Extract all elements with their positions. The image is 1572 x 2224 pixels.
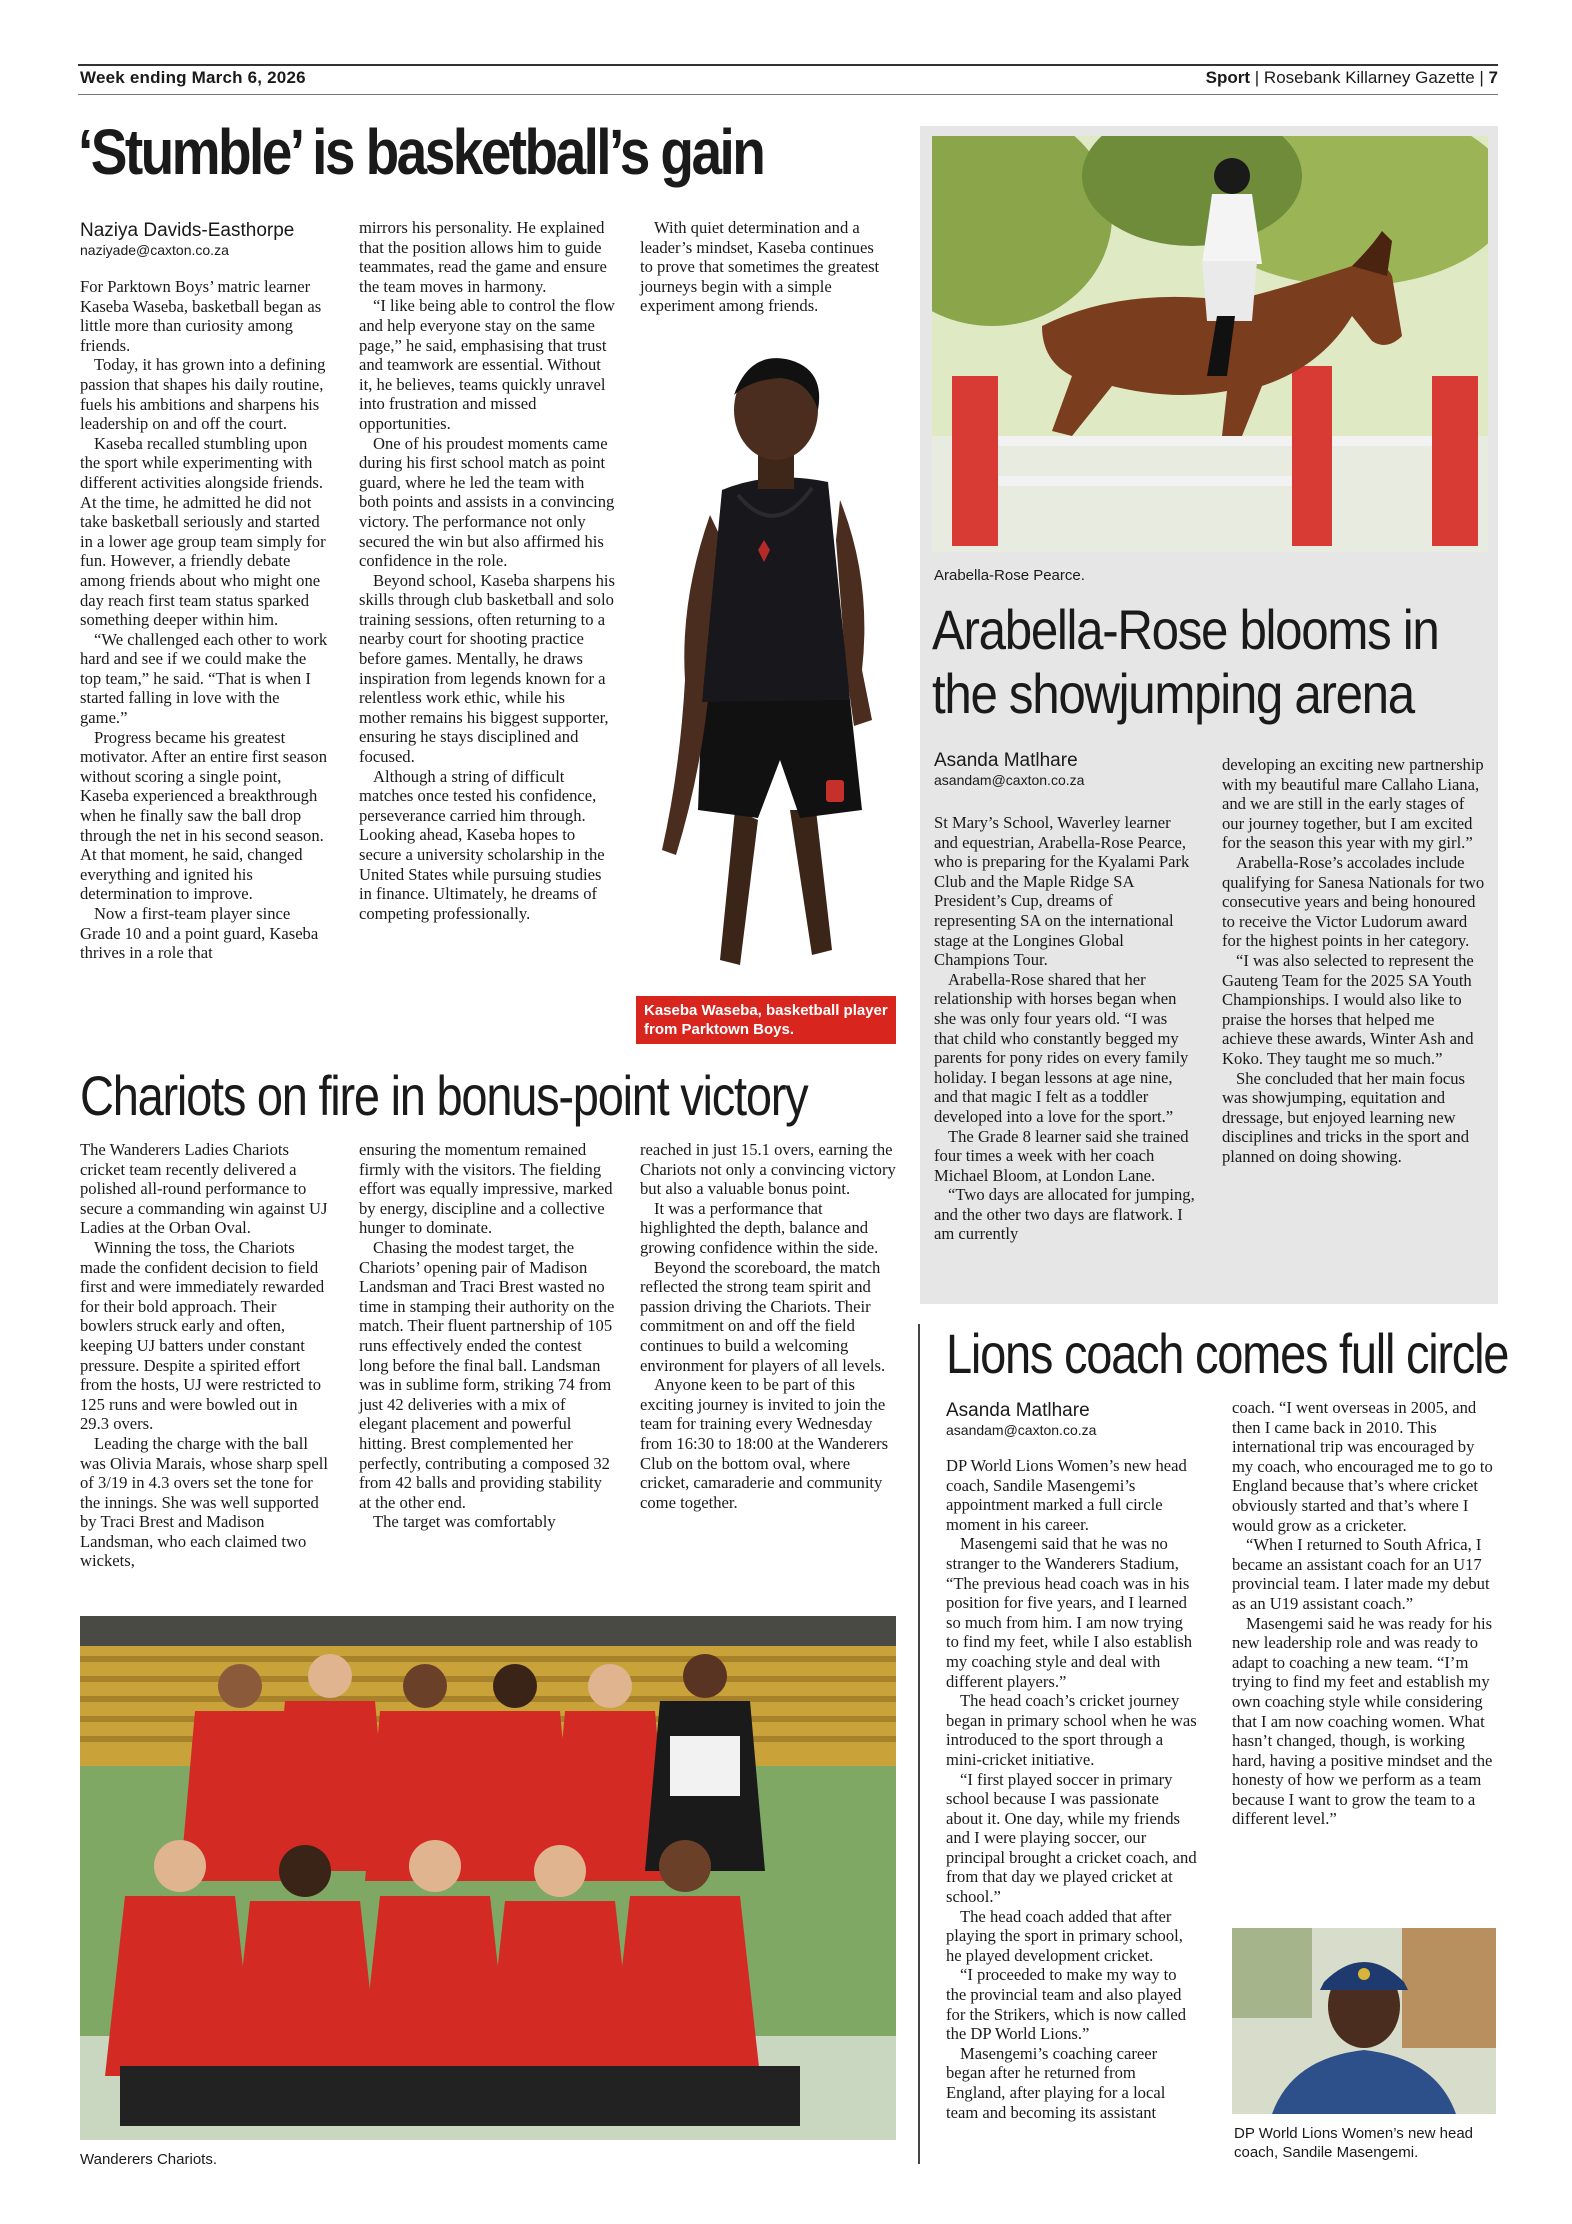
- story4-email[interactable]: asandam@caxton.co.za: [946, 1422, 1097, 1438]
- story4-column-2: [1232, 1398, 1498, 1829]
- paragraph: Masengemi said that he was no stranger to the Wanderers Stadium, “The previous head coach was in his position for five years, and I learned so much from him. I am now trying to find my feet, while I also establish my coaching style and deal with different players.”: [946, 1534, 1193, 1691]
- paragraph: “I like being able to control the flow and help everyone stay on the same page,” he said, emphasising that trust and teamwork are essential. Without it, he believes, teams quickly unravel into frustration and missed opportunities.: [359, 296, 615, 433]
- page-number: 7: [1488, 68, 1498, 87]
- story3-author: Asanda Matlhare: [934, 750, 1078, 771]
- story4-divider: [918, 1324, 920, 2164]
- paragraph: Kaseba recalled stumbling upon the sport while experimenting with different activities alongside friends. At the time, he admitted he did not take basketball seriously and started in a lower age group team simply for fun. However, a friendly debate among friends about who might one day reach first team status sparked something deeper within him.: [80, 433, 326, 630]
- story2-column-1: [80, 1140, 330, 1571]
- paragraph: “I first played soccer in primary school because I was passionate about it. One day, while my friends and I were playing soccer, our principal brought a cricket coach, and from that day we played cricket at school.”: [946, 1769, 1197, 1907]
- paragraph: “When I returned to South Africa, I became an assistant coach for an U17 provincial team. I later made my debut as an U19 assistant coach.”: [1232, 1535, 1490, 1613]
- paragraph: Winning the toss, the Chariots made the confident decision to field first and were immediately rewarded for their bold approach. Their bowlers struck early and often, keeping UJ batters under constant pressure. Despite a spirited effort from the hosts, UJ were restricted to 125 runs and were bowled out in 29.3 overs.: [80, 1237, 325, 1434]
- publication-name: Rosebank Killarney Gazette: [1263, 68, 1475, 87]
- paragraph: “I was also selected to represent the Gauteng Team for the 2025 SA Youth Championships. I would also like to praise the horses that helped me achieve these awards, Winter Ash and Koko. They taught me so much.”: [1222, 950, 1474, 1068]
- basketball-player-photo: [640, 340, 900, 1005]
- paragraph: Anyone keen to be part of this exciting journey is invited to join the team for training every Wednesday from 16:30 to 18:00 at the Wanderers Club on the bottom oval, where cricket, camaraderie and community come together.: [640, 1375, 889, 1512]
- paragraph: Progress became his greatest motivator. After an entire first season without scoring a single point, Kaseba experienced a breakthrough when he finally saw the ball drop through the net in his second season. At that moment, he said, changed everything and ignited his determination to improve.: [80, 727, 327, 904]
- paragraph: She concluded that her main focus was showjumping, equitation and dressage, but enjoyed learning new disciplines and tricks in the sport and planned on doing showing.: [1222, 1068, 1470, 1166]
- paragraph: Beyond school, Kaseba sharpens his skills through club basketball and solo training sessions, often returning to a nearby court for shooting practice before games. Mentally, he draws inspiration from legends known for a relentless work ethic, while his mother remains his biggest supporter, ensuring he stays disciplined and focused.: [359, 570, 615, 767]
- story1-author: Naziya Davids-Easthorpe: [80, 220, 295, 241]
- header-bottom-rule: [78, 94, 1498, 95]
- section-name: Sport: [1205, 68, 1251, 87]
- issue-date: Week ending March 6, 2026: [80, 68, 306, 87]
- story4-column-1: [946, 1456, 1198, 2122]
- paragraph: The head coach added that after playing the sport in primary school, he played development cricket.: [946, 1906, 1183, 1965]
- chariots-photo-caption: Wanderers Chariots.: [80, 2151, 217, 2168]
- paragraph: ensuring the momentum remained firmly with the visitors. The fielding effort was equally impressive, marked by energy, discipline and a collective hunger to dominate.: [359, 1140, 613, 1238]
- basketball-player-illustration: [640, 340, 900, 1005]
- paragraph: One of his proudest moments came during his first school match as point guard, where he led the team with both points and assists in a convincing victory. The performance not only secured the win but also affirmed his confidence in the role.: [359, 433, 615, 571]
- story2-headline: Chariots on fire in bonus-point victory: [80, 1064, 808, 1127]
- story3-headline: [932, 598, 1495, 726]
- arabella-photo-caption: Arabella-Rose Pearce.: [934, 567, 1085, 584]
- story3-column-1: [934, 813, 1196, 1244]
- page-folio: Sport | Rosebank Killarney Gazette | 7: [1205, 68, 1498, 87]
- paragraph: “Two days are allocated for jumping, and the other two days are flatwork. I am currently: [934, 1185, 1195, 1244]
- paragraph: Masengemi’s coaching career began after he returned from England, after playing for a local team and becoming its assistant: [946, 2043, 1166, 2122]
- story1-headline: ‘Stumble’ is basketball’s gain: [78, 116, 764, 188]
- paragraph: DP World Lions Women’s new head coach, Sandile Masengemi’s appointment marked a full circle moment in his career.: [946, 1456, 1187, 1534]
- paragraph: The Wanderers Ladies Chariots cricket team recently delivered a polished all-round performance to secure a commanding win against UJ Ladies at the Orban Oval.: [80, 1140, 328, 1238]
- story4-author: Asanda Matlhare: [946, 1400, 1090, 1421]
- coach-illustration: [1232, 1928, 1496, 2114]
- paragraph: Now a first-team player since Grade 10 and a point guard, Kaseba thrives in a role that: [80, 904, 319, 963]
- story3-email[interactable]: asandam@caxton.co.za: [934, 772, 1085, 788]
- paragraph: For Parktown Boys’ matric learner Kaseba Waseba, basketball began as little more than curiosity among friends.: [80, 277, 322, 355]
- paragraph: “I proceeded to make my way to the provincial team and also played for the Strikers, which is now called the DP World Lions.”: [946, 1965, 1187, 2044]
- story2-column-3: [640, 1140, 896, 1512]
- paragraph: Arabella-Rose shared that her relationship with horses began when she was only four years old. “I was that child who constantly begged my parents for pony rides on every family holiday. I began lessons at age nine, and that magic I felt as a toddler developed into a love for the sport.”: [934, 969, 1189, 1126]
- story2-column-2: [359, 1140, 615, 1532]
- story3-headline-line-1: Arabella-Rose blooms in: [932, 598, 1439, 661]
- story4-headline: Lions coach comes full circle: [946, 1322, 1509, 1385]
- showjumping-photo: [932, 136, 1488, 552]
- paragraph: coach. “I went overseas in 2005, and then I came back in 2010. This international trip was encouraged by my coach, who encouraged me to go to England because that’s where cricket obviously started and that’s where I would grow as a cricketer.: [1232, 1398, 1493, 1535]
- paragraph: “We challenged each other to work hard and see if we could make the top team,” he said. “That is when I started falling in love with the game.”: [80, 629, 328, 728]
- paragraph: Leading the charge with the ball was Olivia Marais, whose sharp spell of 3/19 in 4.3 overs set the tone for the innings. She was well supported by Traci Brest and Madison Landsman, who each claimed two wickets,: [80, 1433, 328, 1571]
- paragraph: The target was comfortably: [373, 1512, 556, 1532]
- cricket-team-illustration: [80, 1616, 896, 2140]
- paragraph: Arabella-Rose’s accolades include qualifying for Sanesa Nationals for two consecutive years and being honoured to receive the Victor Ludorum award for the highest points in her category.: [1222, 852, 1485, 951]
- story3-column-2: [1222, 755, 1486, 1166]
- showjumping-illustration: [932, 136, 1488, 552]
- paragraph: The head coach’s cricket journey began in primary school when he was introduced to the sport through a mini-cricket initiative.: [946, 1691, 1197, 1769]
- story1-column-1: [80, 277, 330, 963]
- paragraph: developing an exciting new partnership with my beautiful mare Callaho Liana, and we are still in the early stages of our journey together, but I am excited for the season this year with my girl.”: [1222, 755, 1484, 853]
- header-top-rule: [78, 64, 1498, 66]
- paragraph: Although a string of difficult matches once tested his confidence, perseverance carried him through. Looking ahead, Kaseba hopes to secure a university scholarship in the United States while pursuing studies in finance. Ultimately, he dreams of competing professionally.: [359, 766, 605, 923]
- coach-photo: [1232, 1928, 1496, 2114]
- story3-headline-line-2: the showjumping arena: [932, 662, 1414, 725]
- basketball-photo-caption: Kaseba Waseba, basketball player from Parktown Boys.: [636, 996, 896, 1044]
- paragraph: The Grade 8 learner said she trained four times a week with her coach Michael Bloom, at London Lane.: [934, 1126, 1189, 1185]
- story1-column-2: [359, 218, 615, 923]
- paragraph: reached in just 15.1 overs, earning the Chariots not only a convincing victory but also a valuable bonus point.: [640, 1140, 896, 1199]
- story1-email[interactable]: naziyade@caxton.co.za: [80, 242, 229, 258]
- coach-photo-caption: DP World Lions Women’s new head coach, Sandile Masengemi.: [1234, 2125, 1474, 2161]
- story1-column-3: [640, 218, 890, 316]
- paragraph: St Mary’s School, Waverley learner and equestrian, Arabella-Rose Pearce, who is preparing for the Kyalami Park Club and the Maple Ridge SA President’s Cup, dreams of representing SA on the international stage at the Longines Global Champions Tour.: [934, 813, 1190, 970]
- cricket-team-photo: [80, 1616, 896, 2140]
- paragraph: Chasing the modest target, the Chariots’ opening pair of Madison Landsman and Traci Brest wasted no time in stamping their authority on the match. Their fluent partnership of 105 runs effectively ended the contest long before the final ball. Landsman was in sublime form, striking 74 from just 42 deliveries with a mix of elegant placement and powerful hitting. Brest complemented her perfectly, contributing a composed 32 from 42 balls and providing stability at the other end.: [359, 1237, 615, 1512]
- paragraph: It was a performance that highlighted the depth, balance and growing confidence within the side.: [640, 1198, 879, 1257]
- paragraph: With quiet determination and a leader’s mindset, Kaseba continues to prove that sometimes the greatest journeys begin with a simple experiment among friends.: [640, 218, 880, 316]
- paragraph: Today, it has grown into a defining passion that shapes his daily routine, fuels his ambitions and sharpens his leadership on and off the court.: [80, 355, 326, 434]
- paragraph: Masengemi said he was ready for his new leadership role and was ready to adapt to coaching a new team. “I’m trying to find my feet and establish my own coaching style while considering that I am now coaching women. What hasn’t changed, though, is working hard, having a positive mindset and the honesty of how we perform as a team because I want to grow the team to a different level.”: [1232, 1613, 1493, 1829]
- paragraph: Beyond the scoreboard, the match reflected the strong team spirit and passion driving the Chariots. Their commitment on and off the field continues to build a welcoming environment for players of all levels.: [640, 1257, 886, 1375]
- paragraph: mirrors his personality. He explained that the position allows him to guide teammates, read the game and ensure the team moves in harmony.: [359, 218, 607, 296]
